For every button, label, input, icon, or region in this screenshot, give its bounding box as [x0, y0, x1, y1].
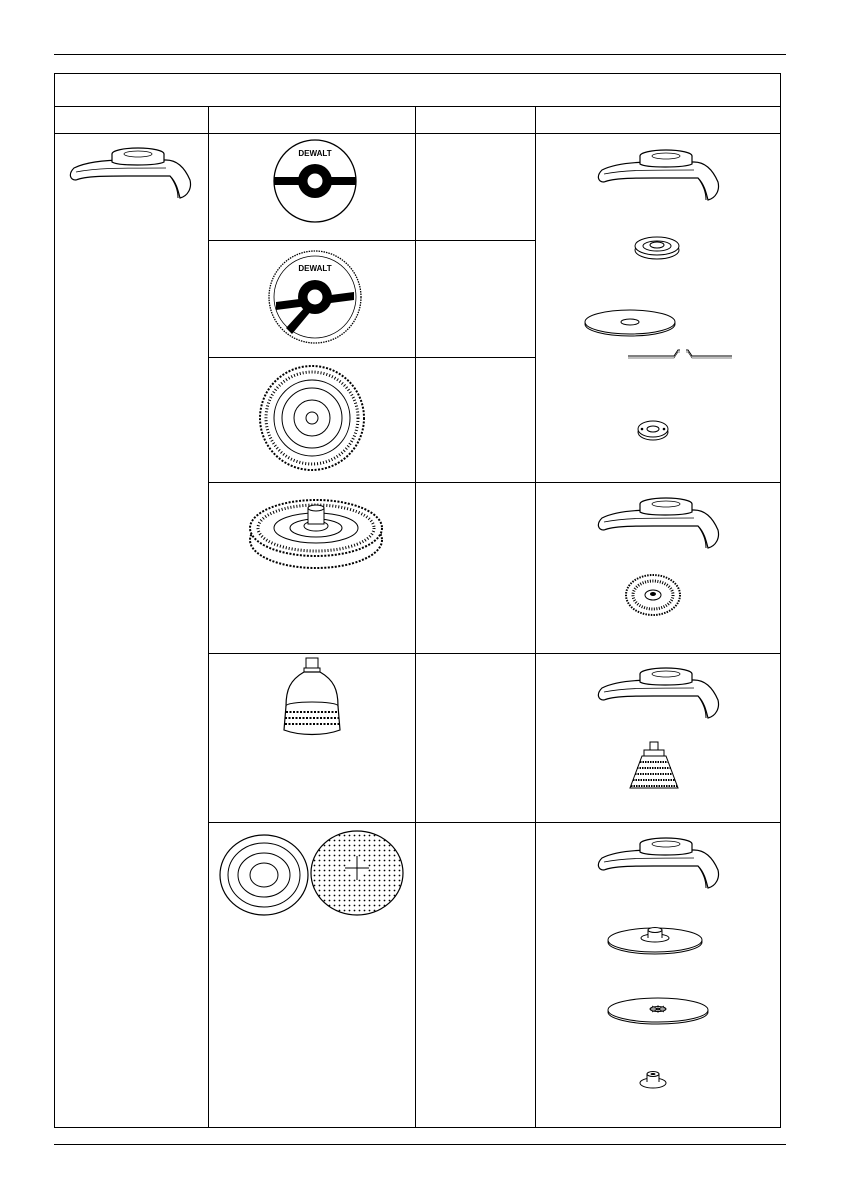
type-1-guard-icon — [66, 140, 196, 200]
row-divider — [208, 240, 535, 241]
brand-logo: DEWALT — [298, 149, 332, 158]
guard-icon — [594, 490, 724, 550]
wire-wheel-icon — [624, 572, 682, 618]
cup-brush-icon — [624, 740, 684, 792]
backing-pad-and-sanding-disc-icon — [217, 828, 407, 918]
guard-icon — [594, 830, 724, 890]
header-rule — [54, 54, 786, 55]
guard-icon — [594, 660, 724, 720]
column-divider — [415, 106, 416, 1127]
clamp-nut-icon — [638, 1068, 668, 1090]
table-title — [60, 80, 760, 100]
sanding-disc-icon — [606, 994, 710, 1026]
header-row-divider — [54, 133, 781, 134]
wire-wheel-flat-icon — [256, 362, 368, 474]
disc-with-spacer-icon — [582, 308, 742, 370]
row-divider — [208, 653, 781, 654]
dewalt-cutting-disc-icon — [270, 136, 360, 226]
wire-wheel-threaded-icon — [246, 486, 386, 574]
backing-pad-icon — [606, 920, 704, 956]
column-header-guard — [60, 112, 200, 128]
row-divider — [208, 357, 535, 358]
dewalt-cutting-disc-serrated-icon — [266, 248, 364, 346]
backing-flange-icon — [632, 234, 682, 262]
row-divider — [208, 482, 781, 483]
wire-cup-brush-icon — [280, 656, 344, 738]
column-header-accessory — [214, 112, 404, 128]
row-divider — [208, 822, 781, 823]
column-header-type — [421, 112, 531, 128]
guard-icon — [594, 142, 724, 202]
brand-logo: DEWALT — [298, 264, 332, 273]
footer-rule — [54, 1144, 786, 1145]
column-divider — [208, 106, 209, 1127]
threaded-nut-icon — [636, 418, 670, 442]
title-row-divider — [54, 106, 781, 107]
column-header-mounting — [541, 112, 771, 128]
column-divider — [535, 106, 536, 1127]
